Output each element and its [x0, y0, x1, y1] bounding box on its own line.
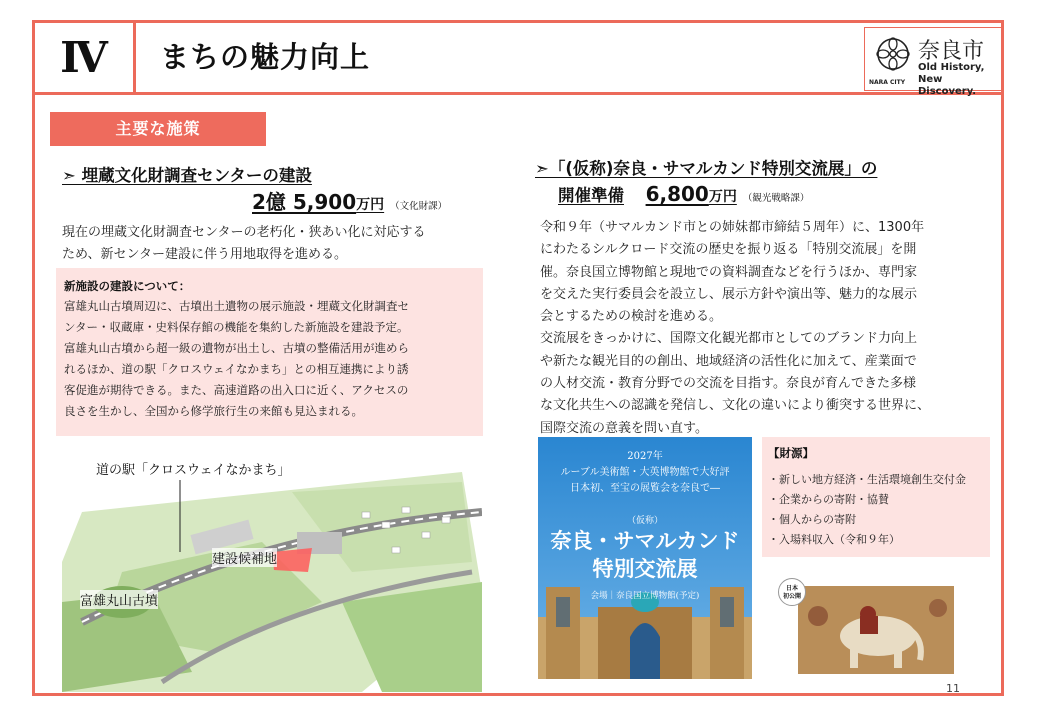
poster-kasho: （仮称）	[626, 516, 663, 526]
left-desc-line: 現在の埋蔵文化財調査センターの老朽化・狭あい化に対応する	[62, 225, 426, 240]
nara-emblem-icon	[871, 34, 915, 82]
right-desc-line: にわたるシルクロード交流の歴史を振り返る「特別交流展」を開	[540, 242, 917, 258]
right-desc-line: 会とするための検討を進める。	[540, 309, 723, 325]
new-facility-box	[56, 268, 483, 436]
japan-first-badge	[778, 578, 806, 606]
box-line: 富雄丸山古墳から超一級の遺物が出土し、古墳の整備活用が進めら	[64, 341, 409, 355]
right-department: （観光戦略課）	[742, 193, 810, 204]
chapter-numeral: Ⅳ	[35, 23, 136, 92]
label-candidate-site: 建設候補地	[212, 548, 277, 567]
left-amount	[252, 186, 447, 215]
right-desc-line: 交流展をきっかけに、国際文化観光都市としてのブランド力向上	[540, 331, 918, 347]
logo-slogan	[918, 62, 1001, 98]
section-tag: 主要な施策	[50, 112, 266, 146]
right-desc-line: 国際交流の意義を問い直す。	[540, 420, 708, 436]
mural-image	[798, 586, 954, 674]
logo-slogan-line1: Old History,	[918, 62, 985, 73]
logo-city-name: 奈良市	[918, 39, 985, 64]
page-title: まちの魅力向上	[160, 40, 371, 74]
left-heading	[62, 162, 312, 186]
right-amount	[558, 182, 809, 206]
poster-line2: 日本初、至宝の展覧会を奈良で―	[570, 483, 720, 494]
right-amount-number: 6,800	[645, 182, 709, 206]
box-line: 客促進が期待できる。また、高速道路の出入口に近く、アクセスの	[64, 383, 409, 397]
aerial-map-illustration	[62, 452, 482, 692]
exhibition-poster	[538, 437, 752, 679]
box-line: 富雄丸山古墳周辺に、古墳出土遺物の展示施設・埋蔵文化財調査セ	[64, 299, 409, 313]
new-facility-body	[64, 296, 479, 422]
finance-item: ・個人からの寄附	[768, 513, 856, 526]
right-desc-line: の人材交流・教育分野での交流を目指す。奈良が育んできた多様	[540, 376, 916, 392]
badge-line1: 日本	[785, 585, 798, 592]
nara-city-logo	[864, 27, 1002, 97]
badge-line2: 初公開	[782, 593, 801, 600]
right-desc-line: を交えた実行委員会を設立し、展示方針や演出等、魅力的な展示	[540, 286, 918, 302]
poster-title1: 奈良・サマルカンド	[550, 528, 740, 553]
box-line: ンター・収蔵庫・史料保存館の機能を集約した新施設を建設予定。	[64, 320, 409, 334]
left-department: （文化財課）	[390, 201, 448, 212]
right-desc-line: な文化共生への認識を発信し、文化の違いにより衝突する世界に、	[540, 398, 931, 414]
box-line: れるほか、道の駅「クロスウェイなかまち」との相互連携により誘	[64, 362, 409, 376]
poster-line1: ルーブル美術館・大英博物館で大好評	[560, 467, 730, 478]
right-heading-line1-text: ➣「(仮称)奈良・サマルカンド特別交流展」の	[535, 159, 878, 178]
poster-year: 2027年	[627, 451, 663, 462]
new-facility-title: 新施設の建設について：	[64, 279, 191, 293]
page-header	[35, 23, 1001, 95]
finance-item: ・企業からの寄附・協賛	[768, 493, 889, 506]
label-roadside-station: 道の駅「クロスウェイなかまち」	[96, 459, 290, 478]
right-heading-line1	[535, 155, 877, 179]
right-amount-unit: 万円	[708, 189, 737, 205]
logo-city-en: NARA CITY	[869, 79, 906, 86]
right-description	[540, 217, 992, 440]
left-amount-unit: 万円	[356, 197, 385, 213]
left-description	[62, 222, 482, 267]
finance-item: ・入場料収入（令和９年）	[768, 533, 900, 546]
finance-item: ・新しい地方経済・生活環境創生交付金	[768, 473, 966, 486]
poster-title2: 特別交流展	[592, 556, 698, 581]
mural-painting	[798, 586, 954, 674]
page-number: 11	[946, 682, 960, 695]
finance-box	[762, 437, 990, 557]
label-kofun: 富雄丸山古墳	[80, 590, 158, 609]
site-illustration	[62, 452, 482, 692]
left-desc-line: ため、新センター建設に伴う用地取得を進める。	[62, 247, 347, 263]
box-line: 良さを生かし、全国から修学旅行生の来館も見込まれる。	[64, 404, 363, 418]
left-amount-number: 2億 5,900	[252, 190, 357, 214]
poster-venue: 会場｜奈良国立博物館(予定)	[590, 591, 700, 601]
right-desc-line: 催。奈良国立博物館と現地での資料調査などを行うほか、専門家	[540, 264, 918, 280]
right-desc-line: 令和９年（サマルカンド市との姉妹都市締結５周年）に、1300年	[540, 220, 925, 235]
left-heading-text: ➣ 埋蔵文化財調査センターの建設	[62, 166, 312, 185]
right-heading-line2: 開催準備	[558, 186, 624, 205]
logo-slogan-line2: New Discovery.	[918, 74, 977, 97]
right-desc-line: や新たな観光目的の創出、地域経済の活性化に加えて、産業面で	[540, 353, 917, 369]
finance-title: 【財源】	[768, 446, 814, 460]
